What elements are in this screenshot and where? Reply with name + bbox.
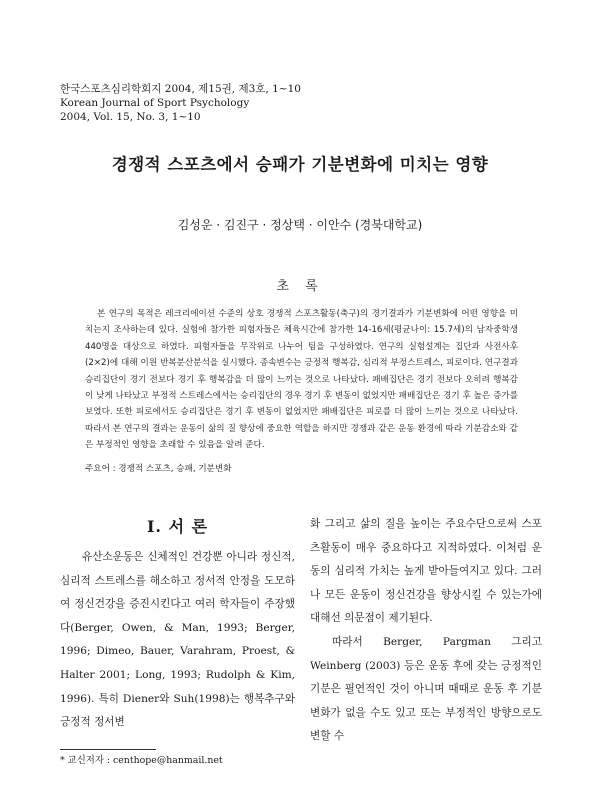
left-column <box>60 546 295 735</box>
journal-header <box>60 82 301 124</box>
keywords: 주요어 : 경쟁적 스포츠, 승패, 기분변화 <box>85 464 232 474</box>
journal-name-english: Korean Journal of Sport Psychology <box>60 97 250 109</box>
footnote-divider <box>60 749 156 750</box>
abstract-body <box>85 306 518 454</box>
intro-paragraph-1: 유산소운동은 신체적인 건강뿐 아니라 정신적, 심리적 스트레스를 해소하고 정서적 안정을 도모하여 정신건강을 증진시킨다고 여러 학자들이 주장했다(Berger, Owen, & Man, 1993; Berger, 1996; Dimeo, Bauer, Varahram, Proest, & Halter 2001; Long, 1993; Rudolph & Kim, 1996). 특히 Diener와 Suh(1998)는 행복추구와 긍정적 정서변 <box>60 551 295 729</box>
corresponding-author-footnote: * 교신저자 : centhope@hanmail.net <box>60 755 223 766</box>
intro-paragraph-1-continued: 화 그리고 삶의 질을 높이는 주요수단으로써 스포츠활동이 매우 중요하다고 지적하였다. 이처럼 운동의 심리적 가치는 높게 받아들여지고 있다. 그러나 모든 운동이 정신건강을 향상시킬 수 있는가에 대해선 의문점이 제기된다. <box>310 518 542 625</box>
paper-title: 경쟁적 스포츠에서 승패가 기분변화에 미치는 영향 <box>111 155 489 174</box>
section-title: Ⅰ. 서 론 <box>146 517 209 536</box>
abstract-heading: 초 록 <box>276 279 324 294</box>
journal-volume: 2004, Vol. 15, No. 3, 1~10 <box>60 111 201 123</box>
author-list: 김성운 · 김진구 · 정상택 · 이안수 (경북대학교) <box>177 218 423 232</box>
intro-paragraph-2: 따라서 Berger, Pargman 그리고 Weinberg (2003) 등은 운동 후에 갖는 긍정적인 기분은 필연적인 것이 아니며 때때로 운동 후 기분변화가 없을 수도 있고 또는 부정적인 방향으로도 변할 수 <box>310 635 542 743</box>
abstract-paragraph: 본 연구의 목적은 레크리에이션 수준의 상호 경쟁적 스포츠활동(축구)의 경기결과가 기분변화에 어떤 영향을 미치는지 조사하는데 있다. 실험에 참가한 피험자들은 체육시간에 참가한 14-16세(평균나이: 15.7세)의 남자중학생 440명을 대상으로 하였다. 피험자들을 무작위로 나누어 팀을 구성하였다. 연구의 실험설계는 집단과 사전사후(2×2)에 대해 이원 반복분산분석을 실시했다. 종속변수는 긍정적 행복감, 심리적 부정스트레스, 피로이다. 연구결과 승리집단이 경기 전보다 경기 후 행복감을 더 많이 느끼는 것으로 나타났다. 패배집단은 경기 전보다 오히려 행복감이 낮게 나타났고 부정적 스트레스에서는 승리집단의 경우 경기 후 변동이 없었지만 패배집단은 경기 후 높은 증가를 보였다. 또한 피로에서도 승리집단은 경기 후 변동이 없었지만 패배집단은 피로를 더 많이 느끼는 것으로 나타났다. 따라서 본 연구의 결과는 운동이 삶의 질 향상에 중요한 역할을 하지만 경쟁과 같은 운동 환경에 따라 기분감소와 같은 부정적인 영향을 초래할 수 있음을 알려 준다. <box>85 309 518 451</box>
right-column <box>310 513 542 749</box>
journal-info-korean: 한국스포츠심리학회지 2004, 제15권, 제3호, 1~10 <box>60 83 301 95</box>
